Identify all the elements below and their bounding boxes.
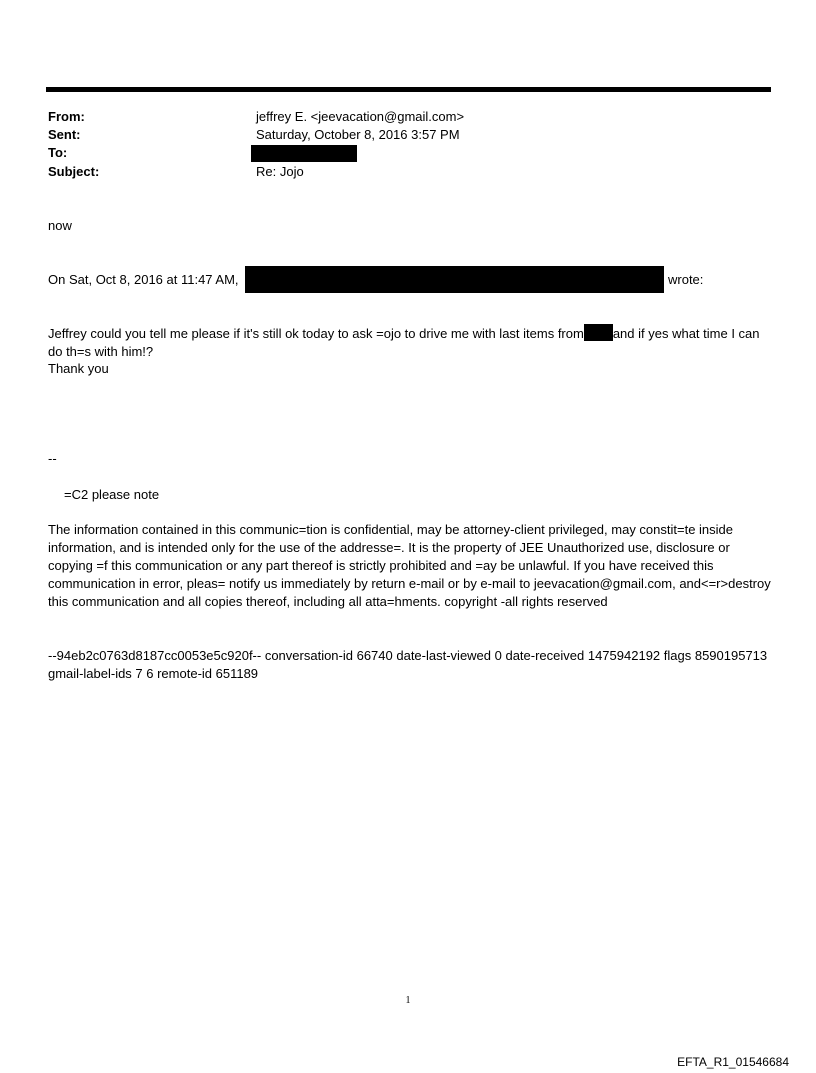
quoted-message xyxy=(48,324,773,361)
quote-intro-suffix: wrote: xyxy=(668,272,704,287)
subject-value: Re: Jojo xyxy=(256,164,304,179)
signature-separator: -- xyxy=(48,451,57,466)
quote-intro-prefix: On Sat, Oct 8, 2016 at 11:47 AM, xyxy=(48,272,239,287)
quoted-message-part1: Jeffrey could you tell me please if it's still ok today to ask =ojo to drive me with last items from xyxy=(48,326,584,341)
page-number: 1 xyxy=(405,995,411,1006)
from-value: jeffrey E. <jeevacation@gmail.com> xyxy=(256,109,465,124)
sent-value: Saturday, October 8, 2016 3:57 PM xyxy=(256,127,460,142)
from-label: From: xyxy=(48,109,85,124)
header-rule xyxy=(46,87,771,92)
document-id: EFTA_R1_01546684 xyxy=(677,1055,789,1069)
reply-text: now xyxy=(48,218,72,233)
thanks-text: Thank you xyxy=(48,361,109,376)
to-label: To: xyxy=(48,145,68,160)
quoted-message-part2: and if yes what time I can do th=s with him!? xyxy=(48,326,760,359)
subject-label: Subject: xyxy=(48,164,100,179)
sent-label: Sent: xyxy=(48,127,81,142)
metadata-text: --94eb2c0763d8187cc0053e5c920f-- conversation-id 66740 date-last-viewed 0 date-received 1475942192 flags 8590195713 gmail-label-ids 7 6 remote-id 651189 xyxy=(48,648,768,681)
sender-redaction xyxy=(245,266,664,293)
location-redaction xyxy=(584,324,613,341)
to-redaction xyxy=(251,145,357,162)
note-text: =C2 please note xyxy=(64,487,160,502)
disclaimer-text: The information contained in this communic=tion is confidential, may be attorney-client privileged, may constit=te inside information, and is intended only for the use of the addresse=. It is the property of JEE Unauthorized use, disclosure or copying =f this communication or any part thereof is strictly prohibited and =ay be unlawful. If you have received this communication in error, pleas= notify us immediately by return e-mail or by e-mail to jeevacation@gmail.com, and<=r>destroy this communication and all copies thereof, including all atta=hments. copyright -all rights reserved xyxy=(48,522,771,609)
